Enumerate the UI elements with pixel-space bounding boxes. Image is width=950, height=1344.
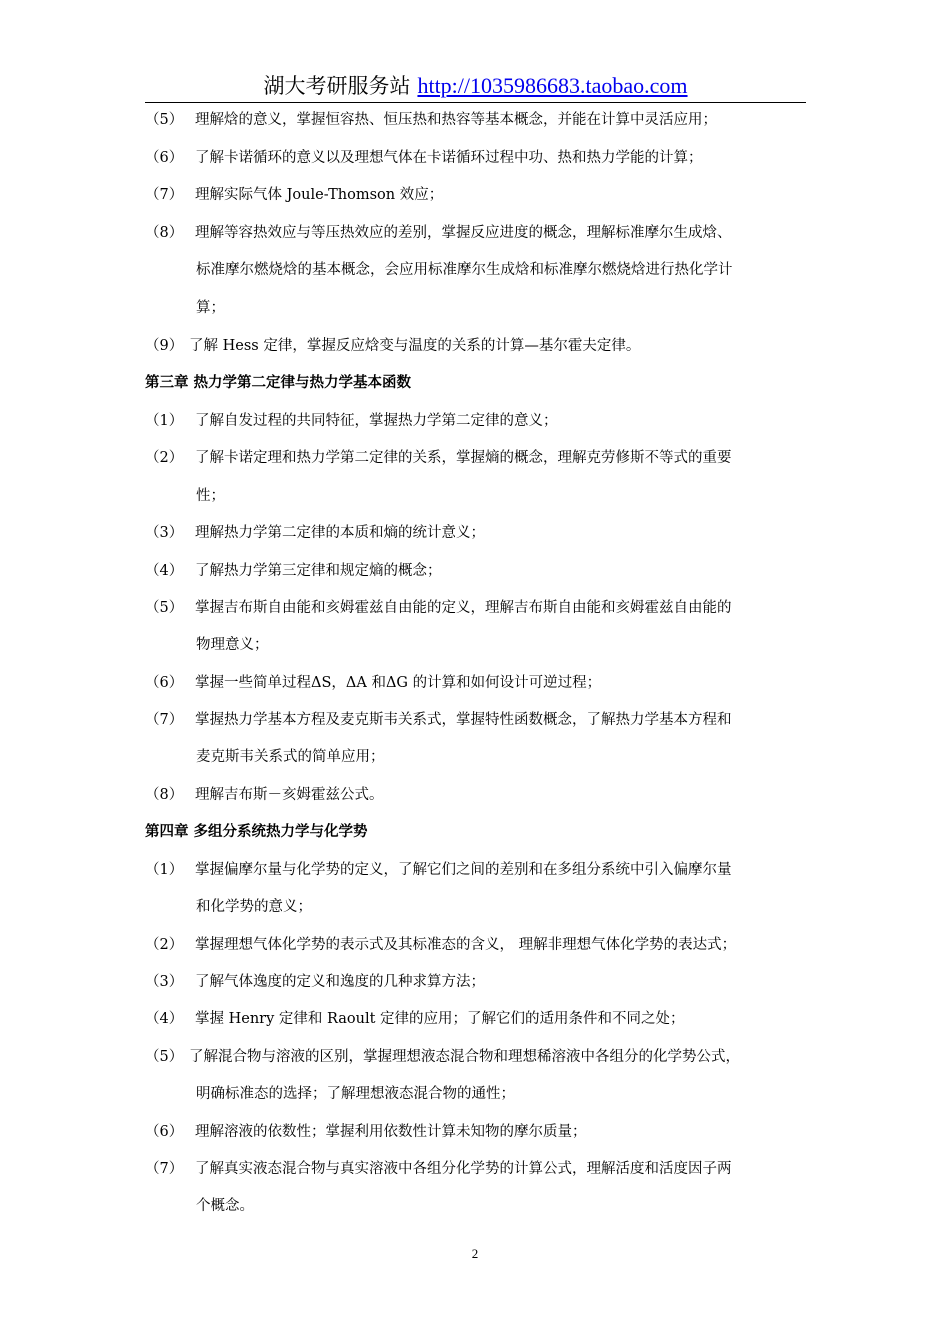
item-number: （7） (145, 1161, 184, 1177)
list-item (145, 671, 810, 695)
item-continuation: 标准摩尔燃烧焓的基本概念，会应用标准摩尔生成焓和标准摩尔燃烧焓进行热化学计 (196, 262, 733, 278)
item-text: 理解溶液的依数性；掌握利用依数性计算未知物的摩尔质量； (195, 1124, 587, 1140)
item-number: （7） (145, 712, 184, 728)
item-continuation: 性； (196, 488, 225, 504)
item-text: 掌握理想气体化学势的表示式及其标准态的含义， 理解非理想气体化学势的表达式； (195, 937, 737, 953)
chapter-heading: 第四章 多组分系统热力学与化学势 (145, 824, 368, 840)
item-text: 理解等容热效应与等压热效应的差别，掌握反应进度的概念，理解标准摩尔生成焓、 (195, 225, 732, 241)
item-text: 掌握吉布斯自由能和亥姆霍兹自由能的定义，理解吉布斯自由能和亥姆霍兹自由能的 (195, 600, 732, 616)
list-item (145, 596, 810, 620)
list-item (145, 1045, 810, 1069)
item-number: （1） (145, 413, 184, 429)
list-item (145, 221, 810, 245)
item-number: （6） (145, 675, 184, 691)
list-item (145, 183, 810, 207)
item-text: 了解自发过程的共同特征，掌握热力学第二定律的意义； (195, 413, 558, 429)
item-number: （8） (145, 225, 184, 241)
item-number: （5） (145, 1049, 184, 1065)
item-text: 了解热力学第三定律和规定熵的概念； (195, 563, 442, 579)
item-text: 了解 Hess 定律，掌握反应焓变与温度的关系的计算—基尔霍夫定律。 (189, 338, 641, 354)
item-number: （6） (145, 150, 184, 166)
item-text: 掌握热力学基本方程及麦克斯韦关系式，掌握特性函数概念，了解热力学基本方程和 (195, 712, 732, 728)
item-continuation: 和化学势的意义； (196, 899, 312, 915)
list-item (145, 108, 810, 132)
chapter-heading: 第三章 热力学第二定律与热力学基本函数 (145, 375, 412, 391)
item-number: （4） (145, 563, 184, 579)
item-number: （3） (145, 525, 184, 541)
item-text: 理解吉布斯－亥姆霍兹公式。 (195, 787, 384, 803)
list-item (145, 933, 810, 957)
item-text: 了解卡诺循环的意义以及理想气体在卡诺循环过程中功、热和热力学能的计算； (195, 150, 703, 166)
item-text: 掌握一些简单过程ΔS，ΔA 和ΔG 的计算和如何设计可逆过程； (195, 675, 602, 691)
item-continuation: 物理意义； (196, 637, 269, 653)
list-item (145, 334, 810, 358)
list-item (145, 146, 810, 170)
item-text: 理解热力学第二定律的本质和熵的统计意义； (195, 525, 485, 541)
item-continuation: 麦克斯韦关系式的简单应用； (196, 749, 385, 765)
item-number: （1） (145, 862, 184, 878)
item-continuation: 算； (196, 300, 225, 316)
item-text: 掌握 Henry 定律和 Raoult 定律的应用；了解它们的适用条件和不同之处； (195, 1011, 685, 1027)
list-item (145, 1120, 810, 1144)
list-item (145, 446, 810, 470)
list-item (145, 970, 810, 994)
item-number: （2） (145, 450, 184, 466)
item-number: （5） (145, 600, 184, 616)
item-text: 了解真实液态混合物与真实溶液中各组分化学势的计算公式，理解活度和活度因子两 (195, 1161, 732, 1177)
item-text: 了解卡诺定理和热力学第二定律的关系，掌握熵的概念，理解克劳修斯不等式的重要 (195, 450, 732, 466)
item-number: （7） (145, 187, 184, 203)
list-item (145, 1007, 810, 1031)
list-item (145, 708, 810, 732)
item-number: （3） (145, 974, 184, 990)
item-text: 了解气体逸度的定义和逸度的几种求算方法； (195, 974, 485, 990)
list-item (145, 409, 810, 433)
item-number: （9） (145, 338, 184, 354)
header-title: 湖大考研服务站 (263, 74, 411, 98)
item-text: 了解混合物与溶液的区别，掌握理想液态混合物和理想稀溶液中各组分的化学势公式， (189, 1049, 740, 1065)
page-number: 2 (471, 1246, 479, 1261)
item-number: （5） (145, 112, 184, 128)
item-text: 理解实际气体 Joule-Thomson 效应； (195, 187, 444, 203)
item-number: （6） (145, 1124, 184, 1140)
item-continuation: 明确标准态的选择；了解理想液态混合物的通性； (196, 1086, 515, 1102)
item-text: 理解焓的意义，掌握恒容热、恒压热和热容等基本概念，并能在计算中灵活应用； (195, 112, 717, 128)
page-header (145, 70, 806, 103)
list-item (145, 783, 810, 807)
item-text: 掌握偏摩尔量与化学势的定义，了解它们之间的差别和在多组分系统中引入偏摩尔量 (195, 862, 732, 878)
item-number: （2） (145, 937, 184, 953)
header-link[interactable]: http://1035986683.taobao.com (417, 73, 688, 98)
list-item (145, 858, 810, 882)
list-item (145, 1157, 810, 1181)
item-continuation: 个概念。 (196, 1198, 254, 1214)
list-item (145, 521, 810, 545)
item-number: （4） (145, 1011, 184, 1027)
item-number: （8） (145, 787, 184, 803)
list-item (145, 559, 810, 583)
